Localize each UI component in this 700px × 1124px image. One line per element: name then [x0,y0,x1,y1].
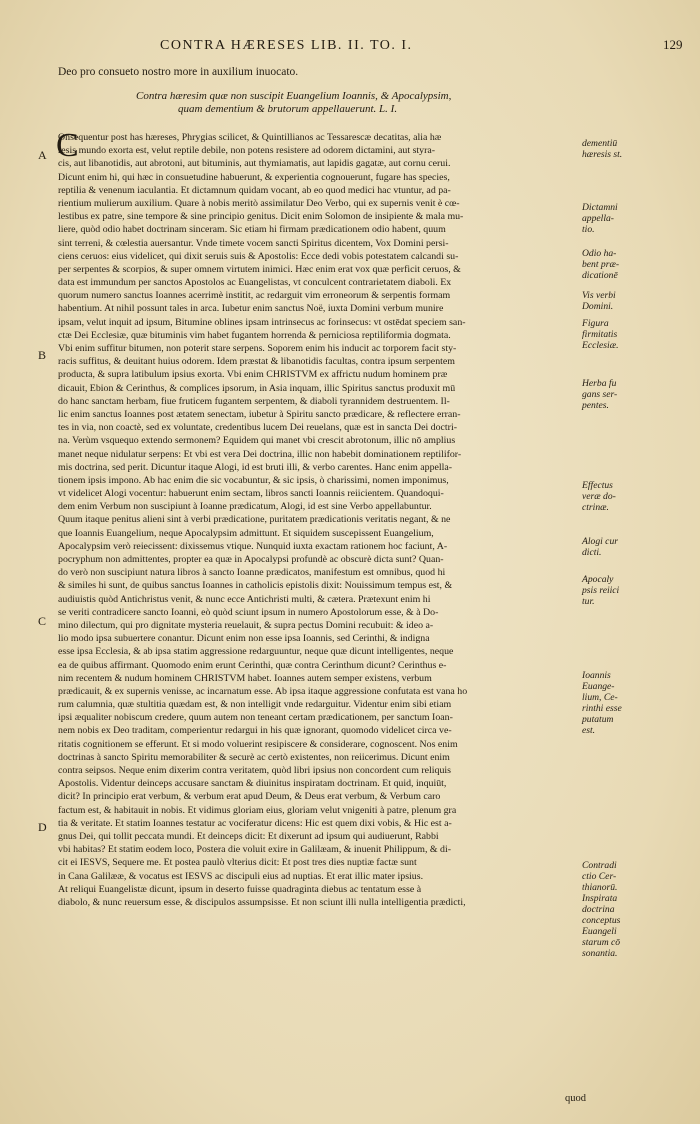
marginal-note [582,248,692,281]
body-line: Vbi enim suffitur bitumen, non poterit stare serpens. Soporem enim his inducit ac torporem facit sty- [58,343,457,354]
marginal-note [582,318,692,351]
marginal-line: gans ser- [582,389,618,400]
marginal-line: Contradi [582,860,617,871]
marginal-line: putatum [582,714,614,725]
marginal-line: Odio ha- [582,248,617,259]
body-line: & similes hi sunt, de quibus sanctus Ioannes in catholicis epistolis dixit: Nouissimum tempus est, & [58,580,453,592]
marginal-line: pentes. [582,400,609,411]
marginal-line: Ioannis [582,670,611,681]
marginal-note [582,202,692,235]
body-line: do hanc sanctam herbam, fiue fruticem fugantem serpentem, & diaboli tyrannidem destruentem. Il- [58,395,450,407]
body-line: in Cana Galilææ, & vocatus est IESVS ac discipuli eius ad nuptias. Et erat illic mater ipsius. [58,870,424,882]
body-line: vt videlicet Alogi vocentur: habuerunt enim sectam, libros sancti Ioannis reiicientem. Quandoqui- [58,488,444,500]
body-line: habentium. At nihil possunt tales in arca. Iubetur enim sanctus Noë, iuxta Domini verbum munire [58,303,444,315]
body-line: tionem ipsis impono. Ab hac enim die sic vocabuntur, & sic ipsis, ò charissimi, nomen imponimus, [58,474,449,486]
marginal-line: Apocaly [582,574,614,585]
body-line: ipsi æqualiter nobiscum credere, quum autem non teneant certam prædicationem, per sanctum Ioan- [58,712,453,724]
marginal-line: tur. [582,596,595,607]
marginal-line: Herba fu [582,378,617,389]
marginal-line: psis reiici [582,585,620,596]
marginal-line: Euangeli [582,926,617,937]
body-line: cit ei IESVS, Sequere me. Et postea paulò vlterius dicit: Et post tres dies nuptiæ factæ sunt [58,857,417,869]
catchword: quod [565,1093,586,1104]
marginal-line: rinthi esse [582,703,622,714]
body-line: ciens ceruos: eius videlicet, qui dixit seruis suis & Apostolis: Ecce dedi vobis potestatem calcandi su- [58,250,459,262]
body-line: mino dilectum, qui pro dignitate mysteria reuelauit, & supra pectus Domini recubuit: & ideo a- [58,619,434,631]
marginal-line: firmitatis [582,329,618,340]
body-line: rientium mulierum auxilium. Quare à nobis meritò assimilatur Deo Verbo, qui ex supernis venit è cœ- [58,197,460,209]
marginal-line: Inspirata [582,893,618,904]
body-line: pocryphum non admittentes, propter ea quæ in Apocalypsi profundè ac obscurè dicta sunt? Quan- [58,554,444,565]
section-letter-b: B [38,348,47,362]
body-line: dem enim Verbum non suscipiunt à Ioanne prædicatum, Alogi, id est sine Verbo appellabuntur. [58,501,432,513]
heading-line-1: Contra hæresim quæ non suscipit Euangelium Ioannis, & Apocalypsim, [136,90,452,102]
marginal-line: Ecclesiæ. [582,340,619,351]
body-line: quorum numero sanctus Ioannes acerrimè institit, ac redarguit vim erroneorum & serpentis formam [58,290,451,302]
body-line: ctæ Dei Ecclesiæ, quæ bituminis vim habet fugantem horrenda & perniciosa reptiliformia dogmata. [58,329,451,341]
body-line: lestibus ex patre, sine tempore & sine principio genitus. Dicit enim Solomon de insipiente & mala mu- [58,211,464,223]
body-paragraph [56,127,572,909]
body-line: Apostolis. Videntur deinceps accusare sanctam & diuinitus inspiratam doctrinam. Et quid, inquiūt, [58,778,447,790]
marginal-note [582,860,692,959]
marginal-note [582,574,692,607]
body-line: diabolo, & nunc reuersum esse, & discipulos assumpsisse. Et non sciunt illi nulla intelligentia prædicti, [58,896,466,908]
marginal-line: dicationē [582,270,618,281]
body-line: lic enim sanctus Ioannes post ætatem senectam, iubetur à Spiritu sancto prædicare, & reflectere erran- [58,408,461,420]
section-letter-a: A [38,148,47,162]
marginal-line: dementiū [582,138,618,149]
drop-capital: C [56,127,79,164]
marginal-line: lium, Ce- [582,692,618,703]
body-line: tes in via, non coactè, sed ex voluntate, credentibus lucem Dei reuelans, quæ est in sancta Dei doctri- [58,422,457,434]
body-line: esse ipsa Ecclesia, & ab ipsa statim aggressione redarguuntur, neque quæ dicunt intelligentes, neque [58,646,454,658]
marginal-note [582,480,692,513]
body-line: se veriti contradicere sancto Ioanni, eò quòd sciunt ipsum in numero Apostolorum esse, & à Do- [58,606,439,618]
marginal-line: Vis verbi [582,290,616,301]
body-text [56,127,572,909]
marginal-line: bent præ- [582,259,620,270]
body-line: tia & veritate. Et statim Ioannes testatur ac vociferatur dicens: Hic est quem dixi vobis, & Hic est a- [58,817,452,829]
body-line: ea de quibus affirmant. Quomodo enim erunt Cerinthi, quæ contra Cerinthum dicunt? Cerinthus e- [58,659,447,671]
body-line: na. Verùm vsquequo extendo sermonem? Equidem qui manet vbi crescit abrotonum, illic nō amplius [58,435,456,447]
body-line: Apocalypsim verò reiecissent: dixissemus vtique. Nunquid iuxta exactam rationem hoc faciunt, A- [58,540,448,552]
body-line: Quum itaque penitus alieni sint à verbi prædicatione, puritatem prædicationis veritatis negant, & ne [58,514,451,526]
marginal-line: ctio Cer- [582,871,617,882]
marginal-line: sonantia. [582,948,618,959]
body-line: per serpentes & scorpios, & super omnem virtutem inimici. Hæc enim erat vox quæ perficit ceruos, & [58,263,461,275]
body-line: racis suffitus, & deuitant huius odorem. Idem præstat & libanotidis facultas, contra ipsum serpentem [58,356,455,368]
body-line: lio modo ipsa subuertere conantur. Dicunt enim non esse ipsa Ioannis, sed Cerinthi, & indigna [58,633,430,645]
body-line: sint terreni, & cœlestia auersantur. Vnde timete vocem sancti Spiritus dicentem, Vox Domini persi- [58,237,449,249]
body-line: resis mundo exorta est, velut reptile debile, non potens resistere ad odorem dictamini, aut styra- [58,145,436,157]
body-line: liere, quòd odio habet doctrinam sinceram. Sic etiam hi firmam prædicationem odio habent, quum [58,224,446,236]
body-line: data est immundum per sanctos Apostolos ac Euangelistas, vt conculcent contrarietatem diaboli. Ex [58,277,452,289]
body-line: gnus Dei, qui tollit peccata mundi. Et deinceps dicit: Et dixerunt ad ipsum qui audiuerunt, Rabbi [58,830,439,842]
marginal-line: doctrina [582,904,615,915]
body-line: contra seipsos. Neque enim dixerim contra veritatem, quòd libri ipsius non concordent cum reliquis [58,765,451,776]
marginal-line: conceptus [582,915,621,926]
marginal-line: appella- [582,213,614,224]
marginal-line: Euange- [582,681,615,692]
body-line: rum calumnia, quæ stultitia quædam est, & non intelligit vnde redarguitur. Videntur enim sibi etiam [58,699,452,711]
body-line: do verò non suscipiunt natura libros à sancto Ioanne prædicatos, manifestum est omnibus, quod hi [58,567,446,579]
body-line: vbi habitas? Et statim eodem loco, Postera die voluit exire in Galilæam, & inuenit Philippum, & di- [58,844,452,856]
body-line: Onsequentur post has hæreses, Phrygias scilicet, & Quintillianos ac Tessarescæ decatitas, alia hæ [58,132,442,143]
running-header: CONTRA HÆRESES LIB. II. TO. I. [160,38,413,53]
body-line: prædicauit, & ex supernis venisse, ac incarnatum esse. Ab ipsa itaque aggressione confutata est vana ho [58,685,468,697]
marginal-line: starum cō [582,937,621,948]
marginal-line: Figura [582,318,609,329]
marginal-note [582,670,692,736]
marginal-line: hæresis st. [582,149,623,160]
section-letter-d: D [38,820,47,834]
marginal-line: veræ do- [582,491,616,502]
body-line: cis, aut libanotidis, aut abrotoni, aut bituminis, aut thymiamatis, aut lapidis gagatæ, aut cornu cerui. [58,158,451,170]
marginal-line: ctrinæ. [582,502,609,513]
body-line: producta, & supra latibulum ipsius exorta. Vbi enim CHRISTVM ex affrictu nudum hominem præ [58,369,448,381]
intro-line: Deo pro consueto nostro more in auxilium inuocato. [58,66,299,78]
marginal-note [582,138,692,160]
marginal-note [582,536,692,558]
heading-line-2: quam dementium & brutorum appellauerunt. L. I. [178,103,398,115]
chapter-heading [136,90,606,116]
marginal-line: Dictamni [582,202,618,213]
body-line: mis doctrina, sed perit. Dicuntur itaque Alogi, id est bruti illi, & verbo carentes. Hanc enim appella- [58,461,453,473]
body-line: Dicunt enim hi, qui hæc in consuetudine habuerunt, & experientia cognouerunt, fugare has species, [58,171,450,183]
body-line: dicauit, Ebion & Cerinthus, & complices ipsorum, in Asia inquam, illic Spiritus sanctus produxit mū [58,382,456,394]
marginal-line: Effectus [582,480,613,491]
body-line: nem nobis ex Deo traditam, comperientur redargui in his quæ ignorant, quomodo videlicet circa ve- [58,725,452,737]
marginal-line: Alogi cur [582,536,618,547]
body-line: manet neque nidulatur serpens: Et vbi est vera Dei doctrina, illic non habebit dominationem reptilifor- [58,448,462,460]
body-line: reptilia & venenum iaculantia. Et dictamnum quidam vocant, ab eo quod medici hac vtuntur, ad pa- [58,184,451,196]
marginal-note [582,290,692,312]
marginal-line: dicti. [582,547,602,558]
body-line: audiuistis quòd Antichristus venit, & nunc ecce Antichristi multi, & cætera. Prætexunt enim hi [58,593,431,605]
body-line: nim recentem & nudum hominem CHRISTVM habet. Ioannes autem semper existens, verbum [58,672,432,684]
body-line: ritatis cognitionem se efferunt. Et si modo voluerint resipiscere & considerare, cognoscent. Nos enim [58,738,458,750]
marginal-line: tio. [582,224,595,235]
marginal-line: Domini. [582,301,614,312]
body-line: factum est, & habitauit in nobis. Et vidimus gloriam eius, gloriam velut vnigeniti à patre, plenum gra [58,804,457,816]
body-line: que Ioannis Euangelium, neque Apocalypsim admittunt. Et siquidem suscepissent Euangelium, [58,527,434,539]
marginal-line: est. [582,725,596,736]
body-line: ipsam, velut inquit ad ipsum, Bitumine oblines ipsam intrinsecus ac forinsecus: vt ostēdat speciem san- [58,316,466,328]
body-line: dicit? In principio erat verbum, & verbum erat apud Deum, & Deus erat verbum, & Verbum caro [58,791,441,803]
page-number: 129 [663,37,683,52]
body-line: At reliqui Euangelistæ dicunt, ipsum in deserto fuisse quadraginta diebus ac tentatum esse à [58,883,422,895]
section-letter-c: C [38,614,47,628]
marginal-line: thianorū. [582,882,618,893]
marginal-note [582,378,692,411]
body-line: doctrinas à sancto Spiritu memorabiliter & securè ac certò existentes, non reiicerimus. Dicunt enim [58,751,450,763]
